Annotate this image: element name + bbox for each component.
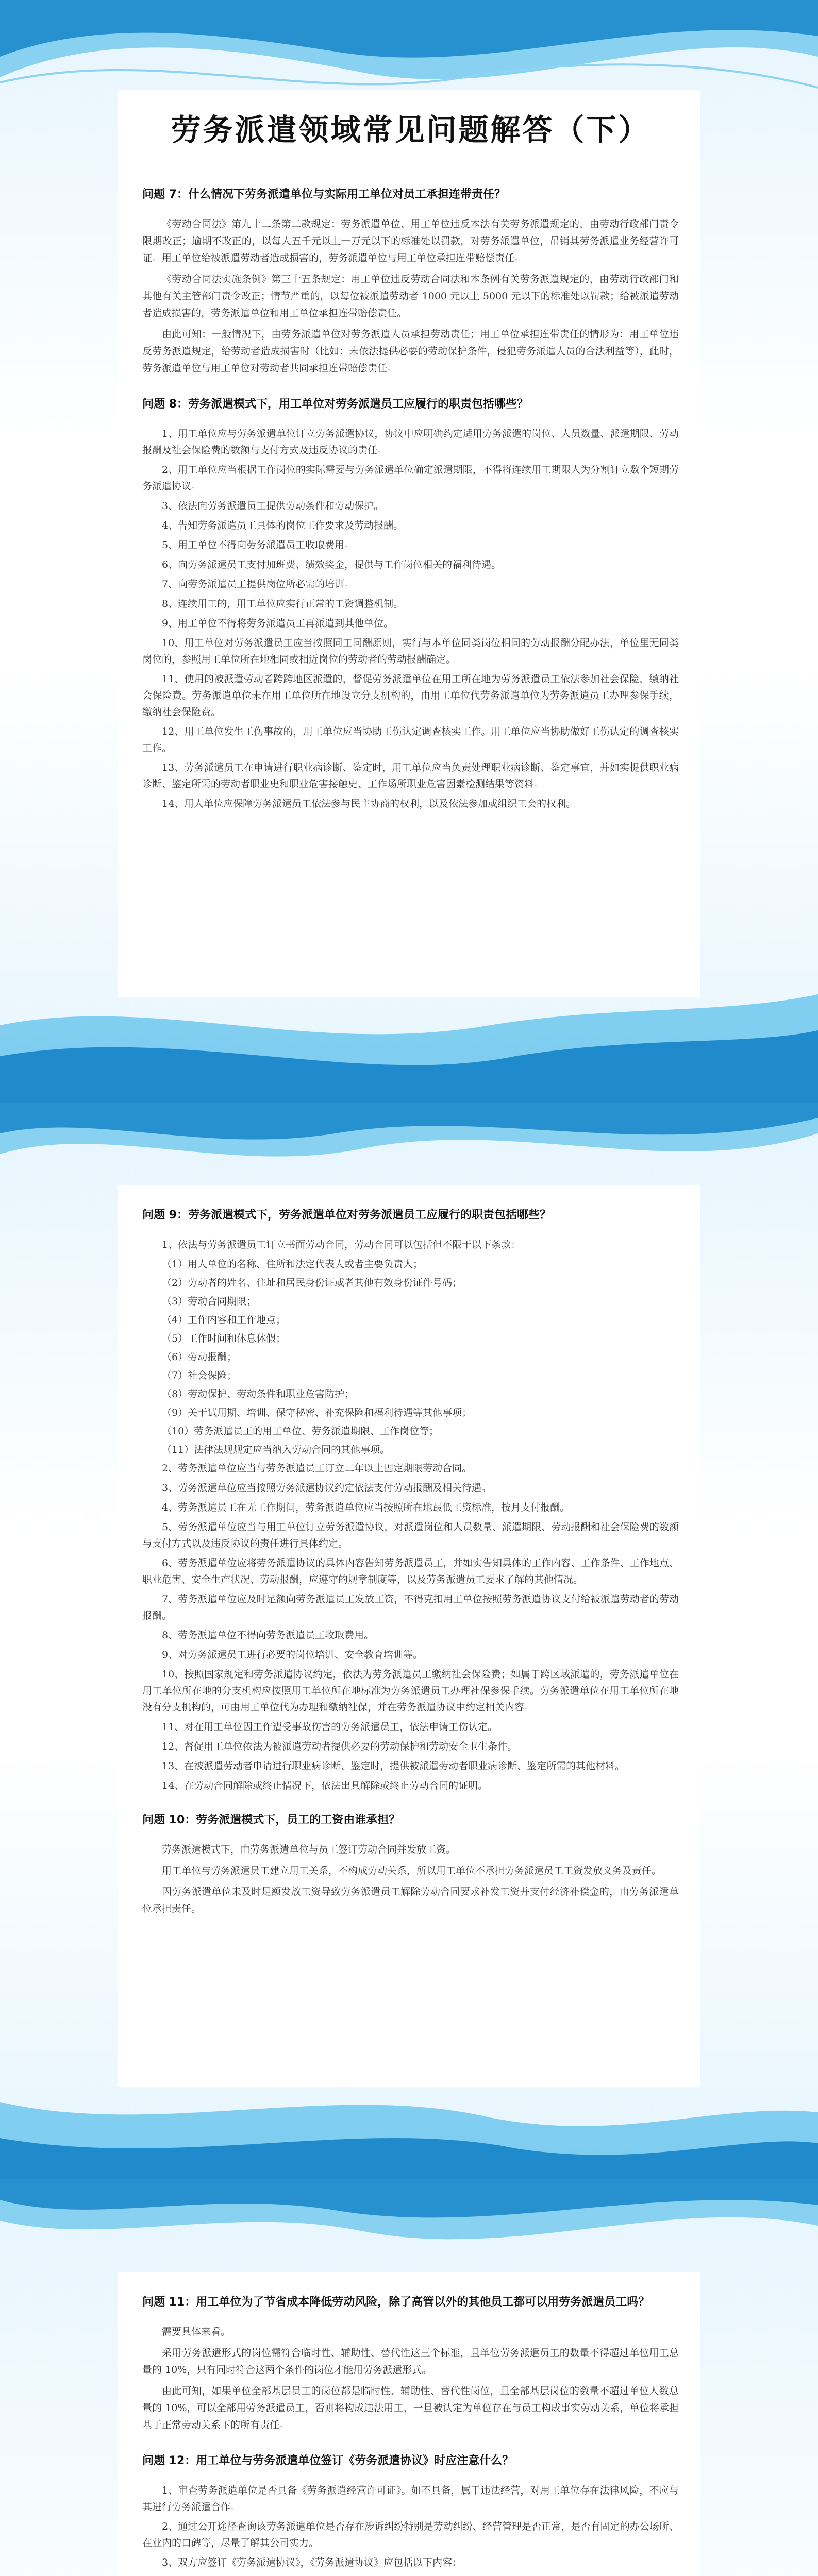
q9-sub-item: （10）劳务派遣员工的用工单位、劳务派遣期限、工作岗位等； [162, 1426, 439, 1437]
q9-sub-item: （2）劳动者的姓名、住址和居民身份证或者其他有效身份证件号码； [162, 1277, 462, 1289]
q9-sub-item: （4）工作内容和工作地点； [162, 1314, 286, 1326]
q8-item: 12、用工单位发生工伤事故的，用工单位应当协助工伤认定调查核实工作。用工单位应当协助做好工伤认定的调查核实工作。 [142, 726, 679, 754]
q8-item: 4、告知劳务派遣员工具体的岗位工作要求及劳动报酬。 [162, 520, 404, 531]
bottom-wave-decoration [0, 2071, 818, 2179]
q8-item: 14、用人单位应保障劳务派遣员工依法参与民主协商的权利，以及依法参加或组织工会的权利。 [162, 798, 576, 809]
q9-item: 2、劳务派遣单位应当与劳务派遣员工订立二年以上固定期限劳动合同。 [162, 1463, 472, 1474]
q8-item: 11、使用的被派遣劳动者跨跨地区派遣的，督促劳务派遣单位在用工所在地为劳务派遣员工依法参加社会保险，缴纳社会保险费。劳务派遣单位未在用工单位所在地设立分支机构的，由用工单位代劳务派遣单位为劳务派遣员工办理参保手续，缴纳社会保险费。 [142, 673, 679, 718]
q9-item: 9、对劳务派遣员工进行必要的岗位培训、安全教育培训等。 [162, 1649, 423, 1660]
section-band-2 [0, 1103, 818, 2179]
q9-item: 3、劳务派遣单位应当按照劳务派遣协议约定依法支付劳动报酬及相关待遇。 [162, 1482, 492, 1494]
q11-para: 由此可知，如果单位全部基层员工的岗位都是临时性、辅助性、替代性岗位，且全部基层岗位的数量不超过单位人数总量的 10%，可以全部用劳务派遣员工，否则将构成违法用工，一旦被认定为单位存在与员工构成事实劳动关系，单位将承担基于正常劳动关系下的所有责任。 [142, 2385, 679, 2431]
section-band-3 [0, 2179, 818, 2576]
q8-item: 10、用工单位对劳务派遣员工应当按照同工同酬原则，实行与本单位同类岗位相同的劳动报酬分配办法，单位里无同类岗位的，参照用工单位所在地相同或相近岗位的劳动者的劳动报酬确定。 [142, 637, 679, 665]
q8-item: 9、用工单位不得将劳务派遣员工再派遣到其他单位。 [162, 618, 394, 629]
section-band-1 [0, 0, 818, 1103]
q7-para: 由此可知：一般情况下，由劳务派遣单位对劳务派遣人员承担劳动责任；用工单位承担连带责任的情形为：用工单位违反劳务派遣规定，给劳动者造成损害时（比如：未依法提供必要的劳动保护条件，侵犯劳务派遣人员的合法利益等），此时，劳务派遣单位与用工单位对劳动者共同承担连带赔偿责任。 [142, 329, 679, 374]
q12-item: 1、审查劳务派遣单位是否具备《劳务派遣经营许可证》。如不具备，属于违法经营，对用工单位存在法律风险，不应与其进行劳务派遣合作。 [142, 2485, 679, 2513]
question-10-heading: 问题 10：劳务派遣模式下，员工的工资由谁承担？ [142, 1814, 400, 1826]
q11-para: 需要具体来看。 [162, 2326, 231, 2337]
q8-item: 6、向劳务派遣员工支付加班费、绩效奖金，提供与工作岗位相关的福利待遇。 [162, 559, 502, 570]
q9-item: 10、按照国家规定和劳务派遣协议约定，依法为劳务派遣员工缴纳社会保险费；如属于跨区域派遣的，劳务派遣单位在用工单位所在地的分支机构应按照用工单位所在地标准为劳务派遣员工办理社保参保手续。劳务派遣单位在用工单位所在地没有分支机构的，可由用工单位代为办理和缴纳社保，并在劳务派遣协议中约定相关内容。 [142, 1669, 679, 1713]
content-panel-1 [118, 90, 700, 997]
q9-item: 6、劳务派遣单位应将劳务派遣协议的具体内容告知劳务派遣员工，并如实告知具体的工作内容、工作条件、工作地点、职业危害、安全生产状况、劳动报酬，应遵守的规章制度等，以及劳务派遣员工要求了解的其他情况。 [142, 1557, 679, 1585]
q10-para: 劳务派遣模式下，由劳务派遣单位与员工签订劳动合同并发放工资。 [162, 1844, 456, 1855]
q9-sub-item: （7）社会保险； [162, 1370, 237, 1381]
question-12-heading: 问题 12：用工单位与劳务派遣单位签订《劳务派遣协议》时应注意什么？ [142, 2454, 514, 2467]
q9-sub-item: （3）劳动合同期限； [162, 1296, 257, 1307]
q9-sub-item: （11）法律法规规定应当纳入劳动合同的其他事项。 [162, 1444, 390, 1455]
q8-item: 7、向劳务派遣员工提供岗位所必需的培训。 [162, 579, 355, 590]
question-9-heading: 问题 9：劳务派遣模式下，劳务派遣单位对劳务派遣员工应履行的职责包括哪些？ [142, 1209, 551, 1222]
q7-para: 《劳动合同法》第九十二条第二款规定：劳务派遣单位、用工单位违反本法有关劳务派遣规定的，由劳动行政部门责令限期改正；逾期不改正的，以每人五千元以上一万元以下的标准处以罚款，对劳务派遣单位，吊销其劳务派遣业务经营许可证。用工单位给被派遣劳动者造成损害的，劳务派遣单位与用工单位承担连带赔偿责任。 [142, 218, 679, 264]
q9-item: 4、劳务派遣员工在无工作期间，劳务派遣单位应当按照所在地最低工资标准，按月支付报酬。 [162, 1502, 570, 1513]
q8-item: 2、用工单位应当根据工作岗位的实际需要与劳务派遣单位确定派遣期限，不得将连续用工期限人为分割订立数个短期劳务派遣协议。 [142, 464, 679, 492]
q8-item: 3、依法向劳务派遣员工提供劳动条件和劳动保护。 [162, 500, 384, 512]
q9-item: 13、在被派遣劳动者申请进行职业病诊断、鉴定时，提供被派遣劳动者职业病诊断、鉴定所需的其他材料。 [162, 1760, 625, 1772]
question-8-heading: 问题 8：劳务派遣模式下，用工单位对劳务派遣员工应履行的职责包括哪些？ [142, 398, 528, 411]
q9-item: 5、劳务派遣单位应当与用工单位订立劳务派遣协议，对派遣岗位和人员数量、派遣期限、劳动报酬和社会保险费的数额与支付方式以及违反协议的责任进行具体约定。 [142, 1521, 679, 1549]
q9-sub-item: （5）工作时间和休息休假； [162, 1333, 286, 1344]
q10-para: 因劳务派遣单位未及时足额发放工资导致劳务派遣员工解除劳动合同要求补发工资并支付经济补偿金的，由劳务派遣单位承担责任。 [142, 1886, 679, 1914]
q8-item: 8、连续用工的，用工单位应实行正常的工资调整机制。 [162, 598, 404, 609]
q9-item: 12、督促用工单位依法为被派遣劳动者提供必要的劳动保护和劳动安全卫生条件。 [162, 1741, 517, 1752]
q11-para: 采用劳务派遣形式的岗位需符合临时性、辅助性、替代性这三个标准，且单位劳务派遣员工的数量不得超过单位用工总量的 10%，只有同时符合这两个条件的岗位才能用劳务派遣形式。 [142, 2347, 679, 2376]
q9-item: 7、劳务派遣单位应及时足额向劳务派遣员工发放工资，不得克扣用工单位按照劳务派遣协议支付给被派遣劳动者的劳动报酬。 [142, 1594, 679, 1621]
q12-item: 2、通过公开途径查询该劳务派遣单位是否存在涉诉纠纷特别是劳动纠纷、经营管理是否正常，是否有固定的办公场所、在业内的口碑等，尽量了解其公司实力。 [142, 2521, 679, 2549]
q10-para: 用工单位与劳务派遣员工建立用工关系，不构成劳动关系，所以用工单位不承担劳务派遣员工工资发放义务及责任。 [162, 1865, 662, 1876]
q8-item: 5、用工单位不得向劳务派遣员工收取费用。 [162, 539, 355, 551]
q9-sub-item: （1）用人单位的名称、住所和法定代表人或者主要负责人； [162, 1259, 423, 1270]
q12-sub-item [142, 2574, 679, 2576]
content-panel-2 [118, 1185, 700, 2087]
question-7-heading: 问题 7：什么情况下劳务派遣单位与实际用工单位对员工承担连带责任？ [142, 188, 506, 201]
q9-sub-item: （8）劳动保护、劳动条件和职业危害防护； [162, 1388, 355, 1400]
q8-item: 13、劳务派遣员工在申请进行职业病诊断、鉴定时，用工单位应当负责处理职业病诊断、鉴定事宜，并如实提供职业病诊断、鉴定所需的劳动者职业史和职业危害接触史、工作场所职业危害因素检测结果等资料。 [142, 762, 679, 790]
q12-item: 3、双方应签订《劳务派遣协议》，《劳务派遣协议》应包括以下内容： [162, 2557, 462, 2568]
q9-sub-item: （9）关于试用期、培训、保守秘密、补充保险和福利待遇等其他事项； [162, 1407, 472, 1418]
q9-item: 8、劳务派遣单位不得向劳务派遣员工收取费用。 [162, 1630, 374, 1641]
top-wave-decoration [0, 2179, 818, 2282]
q8-item: 1、用工单位应与劳务派遣单位订立劳务派遣协议，协议中应明确约定适用劳务派遣的岗位、人员数量、派遣期限、劳动报酬及社会保险费的数额与支付方式及违反协议的责任。 [142, 428, 679, 456]
content-panel-3 [118, 2272, 700, 2576]
q9-intro: 1、依法与劳务派遣员工订立书面劳动合同，劳动合同可以包括但不限于以下条款： [162, 1239, 521, 1250]
question-11-heading: 问题 11：用工单位为了节省成本降低劳动风险，除了高管以外的其他员工都可以用劳务派遣员工吗？ [142, 2296, 650, 2309]
q9-item: 14、在劳动合同解除或终止情况下，依法出具解除或终止劳动合同的证明。 [162, 1780, 488, 1791]
bottom-wave-decoration [0, 984, 818, 1103]
q7-para: 《劳动合同法实施条例》第三十五条规定：用工单位违反劳动合同法和本条例有关劳务派遣规定的，由劳动行政部门和其他有关主管部门责令改正；情节严重的，以每位被派遣劳动者 1000 元以上 5000 元以下的标准处以罚款；给被派遣劳动者造成损害的，劳务派遣单位和用工单位承担连带赔偿责任。 [142, 274, 679, 319]
q9-item: 11、对在用工单位因工作遭受事故伤害的劳务派遣员工，依法申请工伤认定。 [162, 1721, 498, 1733]
page-title: 劳务派遣领域常见问题解答（下） [171, 112, 650, 147]
q9-sub-item: （6）劳动报酬； [162, 1351, 237, 1363]
